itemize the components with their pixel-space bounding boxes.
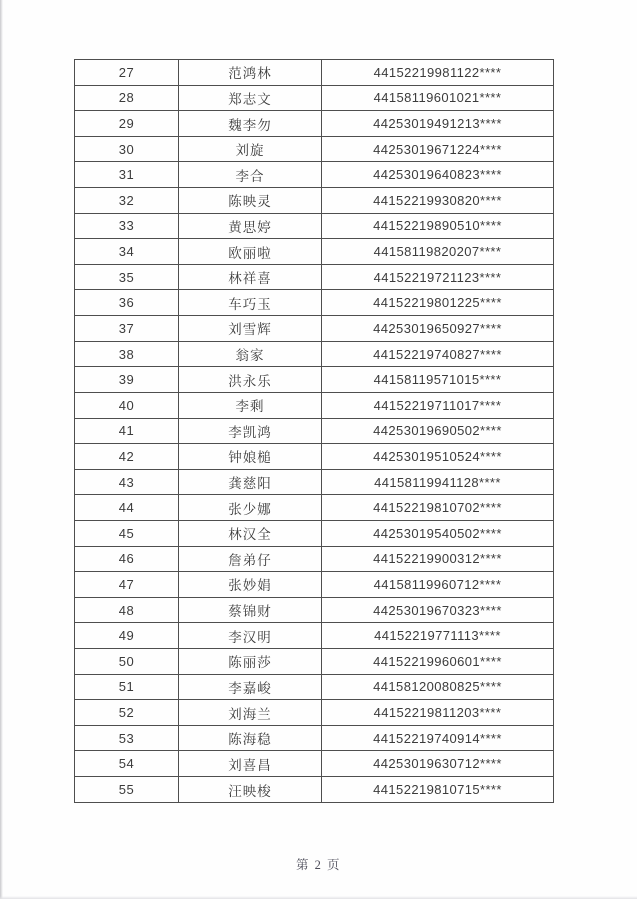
row-number-cell: 47: [75, 572, 179, 598]
id-number-cell: 44152219810715****: [322, 777, 554, 803]
table-row: [75, 700, 554, 726]
id-number-cell: 44253019671224****: [322, 136, 554, 162]
id-number-cell: 44152219740827****: [322, 341, 554, 367]
row-number-cell: 41: [75, 418, 179, 444]
table-row: [75, 239, 554, 265]
table-row: [75, 418, 554, 444]
table-row: [75, 85, 554, 111]
name-cell: 詹弟仔: [179, 546, 322, 572]
row-number-cell: 51: [75, 674, 179, 700]
table-row: [75, 623, 554, 649]
row-number-cell: 34: [75, 239, 179, 265]
name-cell: 张少娜: [179, 495, 322, 521]
row-number-cell: 55: [75, 777, 179, 803]
table-row: [75, 777, 554, 803]
name-cell: 刘旋: [179, 136, 322, 162]
id-number-cell: 44152219960601****: [322, 649, 554, 675]
name-cell: 李汉明: [179, 623, 322, 649]
row-number-cell: 52: [75, 700, 179, 726]
name-cell: 陈映灵: [179, 188, 322, 214]
id-number-cell: 44158119571015****: [322, 367, 554, 393]
id-number-cell: 44158120080825****: [322, 674, 554, 700]
name-cell: 刘雪辉: [179, 316, 322, 342]
id-number-cell: 44253019640823****: [322, 162, 554, 188]
id-number-cell: 44158119601021****: [322, 85, 554, 111]
row-number-cell: 40: [75, 392, 179, 418]
name-cell: 刘喜昌: [179, 751, 322, 777]
id-number-cell: 44158119960712****: [322, 572, 554, 598]
name-cell: 张妙娟: [179, 572, 322, 598]
name-cell: 蔡锦财: [179, 597, 322, 623]
name-cell: 龚慈阳: [179, 469, 322, 495]
row-number-cell: 31: [75, 162, 179, 188]
id-number-cell: 44152219740914****: [322, 725, 554, 751]
table-row: [75, 444, 554, 470]
table-row: [75, 495, 554, 521]
row-number-cell: 29: [75, 111, 179, 137]
row-number-cell: 30: [75, 136, 179, 162]
table-row: [75, 290, 554, 316]
name-cell: 黄思婷: [179, 213, 322, 239]
table-row: [75, 520, 554, 546]
table-row: [75, 136, 554, 162]
id-number-cell: 44253019510524****: [322, 444, 554, 470]
table-row: [75, 162, 554, 188]
row-number-cell: 49: [75, 623, 179, 649]
name-cell: 汪映梭: [179, 777, 322, 803]
name-cell: 欧丽啦: [179, 239, 322, 265]
table-row: [75, 316, 554, 342]
id-number-cell: 44253019690502****: [322, 418, 554, 444]
name-cell: 车巧玉: [179, 290, 322, 316]
row-number-cell: 28: [75, 85, 179, 111]
id-number-cell: 44152219810702****: [322, 495, 554, 521]
table-row: [75, 111, 554, 137]
name-cell: 李合: [179, 162, 322, 188]
name-cell: 翁家: [179, 341, 322, 367]
table-row: [75, 572, 554, 598]
name-cell: 林祥喜: [179, 264, 322, 290]
row-number-cell: 54: [75, 751, 179, 777]
id-number-cell: 44253019670323****: [322, 597, 554, 623]
id-number-cell: 44152219981122****: [322, 60, 554, 86]
row-number-cell: 36: [75, 290, 179, 316]
id-number-cell: 44253019491213****: [322, 111, 554, 137]
page-number-label: 第 2 页: [295, 858, 341, 872]
id-number-cell: 44152219801225****: [322, 290, 554, 316]
id-number-cell: 44152219771113****: [322, 623, 554, 649]
id-number-cell: 44152219811203****: [322, 700, 554, 726]
name-cell: 李剩: [179, 392, 322, 418]
name-cell: 李凯鸿: [179, 418, 322, 444]
roster-table-body: [75, 60, 554, 803]
row-number-cell: 45: [75, 520, 179, 546]
name-cell: 范鸿林: [179, 60, 322, 86]
name-cell: 李嘉峻: [179, 674, 322, 700]
scan-edge-left: [0, 0, 3, 899]
row-number-cell: 39: [75, 367, 179, 393]
roster-table: [74, 59, 554, 803]
row-number-cell: 53: [75, 725, 179, 751]
table-row: [75, 725, 554, 751]
table-row: [75, 546, 554, 572]
row-number-cell: 43: [75, 469, 179, 495]
table-row: [75, 60, 554, 86]
id-number-cell: 44152219900312****: [322, 546, 554, 572]
row-number-cell: 48: [75, 597, 179, 623]
row-number-cell: 38: [75, 341, 179, 367]
table-row: [75, 264, 554, 290]
id-number-cell: 44158119941128****: [322, 469, 554, 495]
row-number-cell: 42: [75, 444, 179, 470]
name-cell: 洪永乐: [179, 367, 322, 393]
table-row: [75, 674, 554, 700]
row-number-cell: 27: [75, 60, 179, 86]
table-row: [75, 367, 554, 393]
id-number-cell: 44253019540502****: [322, 520, 554, 546]
table-row: [75, 649, 554, 675]
page-footer: [0, 855, 637, 873]
table-row: [75, 469, 554, 495]
id-number-cell: 44152219930820****: [322, 188, 554, 214]
row-number-cell: 37: [75, 316, 179, 342]
table-row: [75, 188, 554, 214]
id-number-cell: 44158119820207****: [322, 239, 554, 265]
row-number-cell: 46: [75, 546, 179, 572]
row-number-cell: 44: [75, 495, 179, 521]
name-cell: 林汉全: [179, 520, 322, 546]
row-number-cell: 35: [75, 264, 179, 290]
row-number-cell: 32: [75, 188, 179, 214]
name-cell: 刘海兰: [179, 700, 322, 726]
name-cell: 郑志文: [179, 85, 322, 111]
id-number-cell: 44152219890510****: [322, 213, 554, 239]
table-row: [75, 213, 554, 239]
table-row: [75, 341, 554, 367]
name-cell: 钟娘槌: [179, 444, 322, 470]
row-number-cell: 33: [75, 213, 179, 239]
id-number-cell: 44253019630712****: [322, 751, 554, 777]
name-cell: 陈丽莎: [179, 649, 322, 675]
id-number-cell: 44152219721123****: [322, 264, 554, 290]
name-cell: 魏李勿: [179, 111, 322, 137]
id-number-cell: 44152219711017****: [322, 392, 554, 418]
row-number-cell: 50: [75, 649, 179, 675]
id-number-cell: 44253019650927****: [322, 316, 554, 342]
name-cell: 陈海稳: [179, 725, 322, 751]
table-row: [75, 392, 554, 418]
table-row: [75, 597, 554, 623]
table-row: [75, 751, 554, 777]
